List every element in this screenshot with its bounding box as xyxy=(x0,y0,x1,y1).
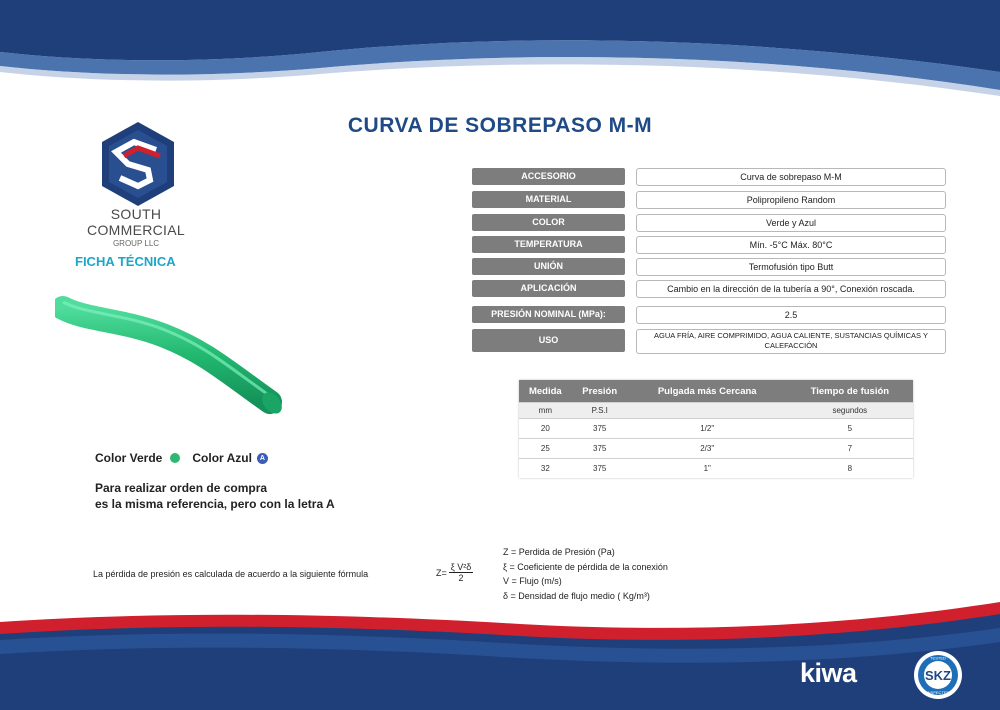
table-row xyxy=(519,439,913,459)
section-label: FICHA TÉCNICA xyxy=(75,254,176,269)
table-cell: segundos xyxy=(787,403,913,419)
legend-item: ξ = Coeficiente de pérdida de la conexión xyxy=(503,561,668,572)
fusion-table xyxy=(519,380,913,478)
table-cell: 20 xyxy=(519,419,572,439)
legend-item: δ = Densidad de flujo medio ( Kg/m³) xyxy=(503,590,650,601)
svg-text:SKZ: SKZ xyxy=(925,668,951,683)
spec-label: TEMPERATURA xyxy=(472,236,625,253)
svg-text:TESTED: TESTED xyxy=(930,655,946,661)
hexagon-s-logo-icon xyxy=(98,120,178,208)
table-cell: 25 xyxy=(519,439,572,459)
spec-label: UNIÓN xyxy=(472,258,625,275)
spec-value: Mín. -5°C Máx. 80°C xyxy=(636,236,946,254)
skz-seal-icon xyxy=(913,650,963,700)
company-block xyxy=(60,206,212,248)
table-cell: 1" xyxy=(628,459,787,479)
spec-value: Verde y Azul xyxy=(636,214,946,232)
product-pipe-image xyxy=(55,290,295,420)
table-cell: 2/3" xyxy=(628,439,787,459)
blue-badge-icon: A xyxy=(257,453,268,464)
formula-numerator: ξ V²δ xyxy=(450,562,472,572)
formula-legend xyxy=(503,545,668,603)
spec-label: COLOR xyxy=(472,214,625,231)
spec-label: USO xyxy=(472,329,625,352)
spec-value: 2.5 xyxy=(636,306,946,324)
table-cell: P.S.I xyxy=(572,403,628,419)
color-options xyxy=(95,451,268,465)
table-header: Presión xyxy=(572,380,628,403)
formula-denominator: 2 xyxy=(458,573,464,583)
color-green-label: Color Verde xyxy=(95,451,163,465)
legend-item: Z = Perdida de Presión (Pa) xyxy=(503,547,615,557)
kiwa-logo: kiwa xyxy=(800,658,857,688)
spec-label: ACCESORIO xyxy=(472,168,625,185)
order-note-line1: Para realizar orden de compra xyxy=(95,481,268,495)
spec-label: PRESIÓN NOMINAL (MPa): xyxy=(472,306,625,323)
table-header: Medida xyxy=(519,380,572,403)
order-note-line2: es la misma referencia, pero con la letra A xyxy=(95,497,335,511)
table-cell: 8 xyxy=(787,459,913,479)
spec-value: Cambio en la dirección de la tubería a 90°, Conexión roscada. xyxy=(636,280,946,298)
order-note xyxy=(95,480,335,512)
company-sub: GROUP LLC xyxy=(112,239,160,248)
green-dot-icon xyxy=(170,453,180,463)
formula-lhs: Z= xyxy=(436,567,447,578)
page-title: CURVA DE SOBREPASO M-M xyxy=(347,114,653,137)
footer-wave xyxy=(0,600,1000,710)
table-row xyxy=(519,459,913,479)
table-cell: 1/2" xyxy=(628,419,787,439)
table-cell: 32 xyxy=(519,459,572,479)
spec-value: Polipropileno Random xyxy=(636,191,946,209)
svg-text:INSPECTED: INSPECTED xyxy=(926,690,950,695)
formula-note: La pérdida de presión es calculada de acuerdo a la siguiente fórmula xyxy=(93,569,369,579)
color-blue-label: Color Azul xyxy=(192,451,252,465)
spec-value: AGUA FRÍA, AIRE COMPRIMIDO, AGUA CALIENTE, SUSTANCIAS QUÍMICAS Y CALEFACCIÓN xyxy=(636,329,946,354)
table-header: Tiempo de fusión xyxy=(787,380,913,403)
legend-item: V = Flujo (m/s) xyxy=(503,576,562,586)
table-row xyxy=(519,419,913,439)
spec-label: MATERIAL xyxy=(472,191,625,208)
company-name: SOUTH COMMERCIAL xyxy=(87,206,185,238)
table-cell: 7 xyxy=(787,439,913,459)
spec-value: Curva de sobrepaso M-M xyxy=(636,168,946,186)
header-wave xyxy=(0,0,1000,130)
table-cell: 5 xyxy=(787,419,913,439)
table-header: Pulgada más Cercana xyxy=(628,380,787,403)
formula-fraction xyxy=(449,562,474,583)
table-units-row xyxy=(519,403,913,419)
spec-value: Termofusión tipo Butt xyxy=(636,258,946,276)
table-cell: 375 xyxy=(572,419,628,439)
formula xyxy=(436,562,473,583)
table-cell xyxy=(628,403,787,419)
table-cell: 375 xyxy=(572,439,628,459)
spec-label: APLICACIÓN xyxy=(472,280,625,297)
table-cell: mm xyxy=(519,403,572,419)
table-cell: 375 xyxy=(572,459,628,479)
